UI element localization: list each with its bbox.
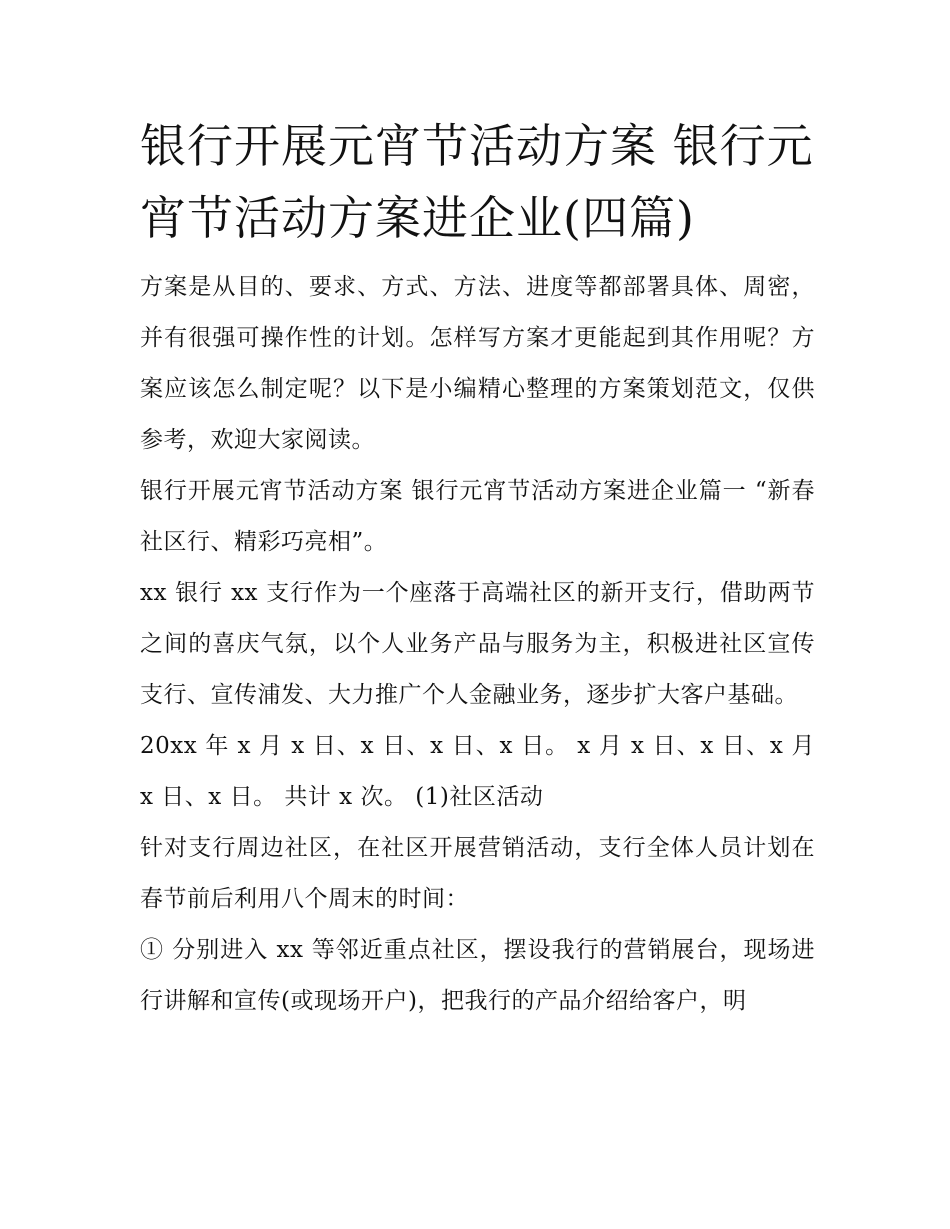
document-page bbox=[140, 110, 815, 1027]
list-item-paragraph: ① 分别进入 xx 等邻近重点社区，摆设我行的营销展台，现场进行讲解和宣传(或现场开户)，把我行的产品介绍给客户，明 bbox=[140, 937, 815, 1014]
intro-paragraph: 方案是从目的、要求、方式、方法、进度等都部署具体、周密，并有很强可操作性的计划。怎样写方案才更能起到其作用呢？方案应该怎么制定呢？以下是小编精心整理的方案策划范文，仅供参考，欢迎大家阅读。 bbox=[140, 274, 815, 453]
plan-paragraph: 针对支行周边社区，在社区开展营销活动，支行全体人员计划在春节前后利用八个周末的时间： bbox=[140, 835, 815, 912]
section-heading-paragraph: 银行开展元宵节活动方案 银行元宵节活动方案进企业篇一 “新春社区行、精彩巧亮相”。 bbox=[140, 478, 815, 555]
document-title: 银行开展元宵节活动方案 银行元宵节活动方案进企业(四篇) bbox=[140, 119, 814, 245]
background-paragraph: xx 银行 xx 支行作为一个座落于高端社区的新开支行，借助两节之间的喜庆气氛，以个人业务产品与服务为主，积极进社区宣传支行、宣传浦发、大力推广个人金融业务，逐步扩大客户基础。 bbox=[140, 580, 815, 708]
schedule-paragraph: 20xx 年 x 月 x 日、x 日、x 日、x 日。 x 月 x 日、x 日、x 月 x 日、x 日。 共计 x 次。 (1)社区活动 bbox=[140, 733, 815, 810]
